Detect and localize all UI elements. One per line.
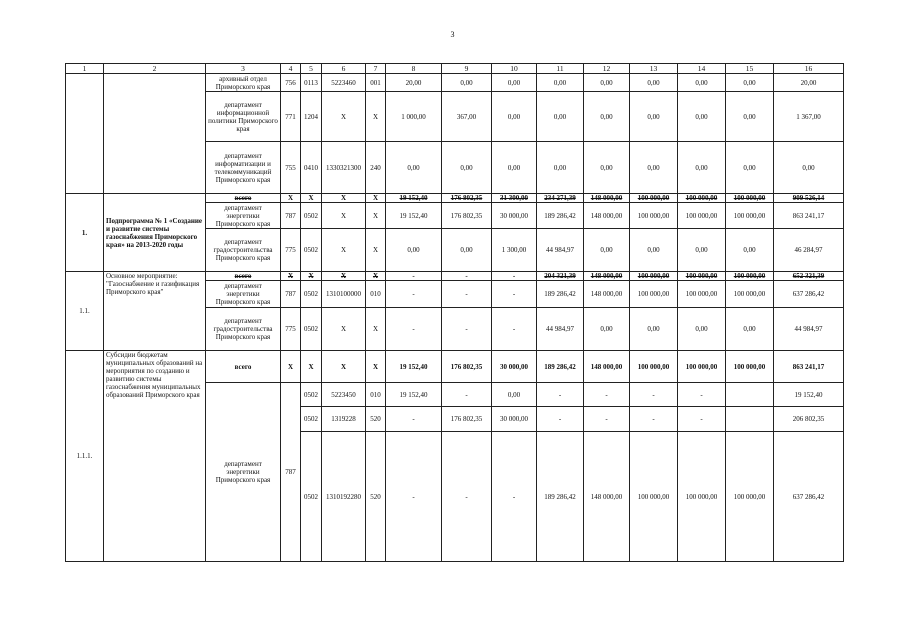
cell: 637 286,42 bbox=[774, 432, 844, 562]
cell: 0,00 bbox=[630, 142, 678, 194]
col-header: 10 bbox=[492, 64, 537, 74]
table-row bbox=[66, 194, 844, 203]
cell: 0502 bbox=[301, 281, 322, 308]
cell: 44 984,97 bbox=[774, 308, 844, 351]
cell: 0,00 bbox=[584, 142, 630, 194]
cell: X bbox=[366, 92, 386, 142]
cell: 5223460 bbox=[322, 74, 366, 92]
row-number: 1. bbox=[66, 194, 104, 272]
col-header: 5 bbox=[301, 64, 322, 74]
cell: X bbox=[366, 229, 386, 272]
dept-cell: департамент градостроительства Приморского края bbox=[206, 229, 281, 272]
cell: 1 300,00 bbox=[492, 229, 537, 272]
cell: 189 286,42 bbox=[537, 432, 584, 562]
cell: X bbox=[322, 351, 366, 383]
cell: 30 000,00 bbox=[492, 407, 537, 432]
cell: - bbox=[492, 281, 537, 308]
col-header: 9 bbox=[442, 64, 492, 74]
cell: 100 000,00 bbox=[726, 203, 774, 229]
cell: 100 000,00 bbox=[726, 432, 774, 562]
cell: - bbox=[442, 281, 492, 308]
cell: 0,00 bbox=[678, 74, 726, 92]
cell: 0,00 bbox=[630, 92, 678, 142]
cell: 30 000,00 bbox=[492, 351, 537, 383]
cell: 176 802,35 bbox=[442, 194, 492, 203]
cell: 010 bbox=[366, 383, 386, 407]
cell: 148 000,00 bbox=[584, 203, 630, 229]
cell: 240 bbox=[366, 142, 386, 194]
cell: X bbox=[281, 194, 301, 203]
cell: 0,00 bbox=[584, 308, 630, 351]
cell: 0,00 bbox=[774, 142, 844, 194]
cell: 100 000,00 bbox=[630, 194, 678, 203]
cell: 100 000,00 bbox=[630, 351, 678, 383]
cell: 0,00 bbox=[584, 74, 630, 92]
cell: 189 286,42 bbox=[537, 351, 584, 383]
row-name: Основное мероприятие: "Газоснабжение и газификация Приморского края" bbox=[104, 272, 206, 351]
cell: X bbox=[281, 272, 301, 281]
cell: 0,00 bbox=[537, 142, 584, 194]
cell: 30 000,00 bbox=[492, 203, 537, 229]
cell: X bbox=[322, 203, 366, 229]
cell: 0,00 bbox=[386, 229, 442, 272]
cell: 0,00 bbox=[726, 74, 774, 92]
cell: 0502 bbox=[301, 308, 322, 351]
cell: 100 000,00 bbox=[678, 432, 726, 562]
col-header: 14 bbox=[678, 64, 726, 74]
dept-cell: архивный отдел Приморского края bbox=[206, 74, 281, 92]
cell: 0502 bbox=[301, 203, 322, 229]
cell: 0,00 bbox=[584, 92, 630, 142]
cell: 100 000,00 bbox=[678, 351, 726, 383]
empty-num-cell bbox=[66, 74, 104, 194]
col-header: 3 bbox=[206, 64, 281, 74]
col-header: 4 bbox=[281, 64, 301, 74]
cell: 0410 bbox=[301, 142, 322, 194]
cell: - bbox=[386, 308, 442, 351]
cell: 863 241,17 bbox=[774, 351, 844, 383]
cell: - bbox=[537, 407, 584, 432]
cell: 863 241,17 bbox=[774, 203, 844, 229]
cell: 176 802,35 bbox=[442, 407, 492, 432]
cell: 148 000,00 bbox=[584, 351, 630, 383]
dept-cell: департамент информационной политики Приморского края bbox=[206, 92, 281, 142]
row-number: 1.1.1. bbox=[66, 351, 104, 562]
cell: X bbox=[322, 92, 366, 142]
cell: 0,00 bbox=[492, 74, 537, 92]
cell: 46 284,97 bbox=[774, 229, 844, 272]
cell: - bbox=[442, 432, 492, 562]
cell: 0,00 bbox=[442, 229, 492, 272]
cell: - bbox=[442, 272, 492, 281]
cell: 19 152,40 bbox=[386, 203, 442, 229]
cell: X bbox=[366, 272, 386, 281]
cell: 0,00 bbox=[492, 92, 537, 142]
header-row bbox=[66, 64, 844, 74]
col-header: 1 bbox=[66, 64, 104, 74]
cell: X bbox=[322, 272, 366, 281]
cell: X bbox=[301, 194, 322, 203]
cell: - bbox=[537, 383, 584, 407]
cell: - bbox=[630, 407, 678, 432]
cell: 909 526,14 bbox=[774, 194, 844, 203]
cell: 100 000,00 bbox=[726, 272, 774, 281]
cell: - bbox=[584, 383, 630, 407]
col-header: 2 bbox=[104, 64, 206, 74]
cell: 0,00 bbox=[630, 229, 678, 272]
cell: 0,00 bbox=[678, 92, 726, 142]
cell: 100 000,00 bbox=[726, 281, 774, 308]
cell bbox=[726, 383, 774, 407]
cell: 010 bbox=[366, 281, 386, 308]
cell: X bbox=[301, 351, 322, 383]
cell: 189 286,42 bbox=[537, 281, 584, 308]
cell: - bbox=[492, 432, 537, 562]
cell: 0,00 bbox=[726, 142, 774, 194]
cell: - bbox=[386, 432, 442, 562]
cell: 652 321,39 bbox=[774, 272, 844, 281]
budget-table bbox=[65, 63, 844, 562]
dept-cell: департамент градостроительства Приморского края bbox=[206, 308, 281, 351]
cell: 637 286,42 bbox=[774, 281, 844, 308]
cell: 31 300,00 bbox=[492, 194, 537, 203]
cell: 234 271,39 bbox=[537, 194, 584, 203]
row-number: 1.1. bbox=[66, 272, 104, 351]
cell: X bbox=[366, 194, 386, 203]
cell: 756 bbox=[281, 74, 301, 92]
table-row bbox=[66, 272, 844, 281]
cell: 100 000,00 bbox=[630, 203, 678, 229]
cell: 1310192280 bbox=[322, 432, 366, 562]
cell bbox=[726, 407, 774, 432]
cell: 148 000,00 bbox=[584, 194, 630, 203]
cell: 1 367,00 bbox=[774, 92, 844, 142]
cell: 0502 bbox=[301, 383, 322, 407]
cell: - bbox=[386, 281, 442, 308]
cell: 19 152,40 bbox=[774, 383, 844, 407]
cell: 0,00 bbox=[537, 92, 584, 142]
cell: 0,00 bbox=[537, 74, 584, 92]
cell: 0,00 bbox=[584, 229, 630, 272]
cell: 19 152,40 bbox=[386, 194, 442, 203]
cell: 520 bbox=[366, 407, 386, 432]
col-header: 7 bbox=[366, 64, 386, 74]
cell: 19 152,40 bbox=[386, 383, 442, 407]
cell: 1319228 bbox=[322, 407, 366, 432]
cell: 204 321,39 bbox=[537, 272, 584, 281]
cell: - bbox=[678, 407, 726, 432]
cell: X bbox=[366, 308, 386, 351]
cell: 0,00 bbox=[630, 308, 678, 351]
total-label: всего bbox=[206, 194, 281, 203]
cell: X bbox=[281, 351, 301, 383]
cell: 0,00 bbox=[678, 229, 726, 272]
cell: 100 000,00 bbox=[726, 351, 774, 383]
cell: 0,00 bbox=[492, 142, 537, 194]
cell: - bbox=[584, 407, 630, 432]
cell: 0,00 bbox=[492, 383, 537, 407]
empty-name-cell bbox=[104, 74, 206, 194]
cell: 0,00 bbox=[386, 142, 442, 194]
cell: 1330321300 bbox=[322, 142, 366, 194]
cell: - bbox=[678, 383, 726, 407]
cell: 771 bbox=[281, 92, 301, 142]
cell: 0113 bbox=[301, 74, 322, 92]
cell: 0,00 bbox=[442, 142, 492, 194]
cell: 100 000,00 bbox=[630, 281, 678, 308]
cell: 100 000,00 bbox=[630, 432, 678, 562]
table-row bbox=[66, 74, 844, 92]
cell: 100 000,00 bbox=[678, 203, 726, 229]
cell: 19 152,40 bbox=[386, 351, 442, 383]
cell: X bbox=[366, 203, 386, 229]
cell: 148 000,00 bbox=[584, 432, 630, 562]
cell: - bbox=[386, 272, 442, 281]
col-header: 15 bbox=[726, 64, 774, 74]
cell: 787 bbox=[281, 281, 301, 308]
dept-cell: департамент информатизации и телекоммуникаций Приморского края bbox=[206, 142, 281, 194]
col-header: 12 bbox=[584, 64, 630, 74]
cell: 0,00 bbox=[630, 74, 678, 92]
cell: 0,00 bbox=[678, 142, 726, 194]
cell: 176 802,35 bbox=[442, 203, 492, 229]
cell: X bbox=[322, 229, 366, 272]
cell: 189 286,42 bbox=[537, 203, 584, 229]
cell: 20,00 bbox=[386, 74, 442, 92]
row-name: Подпрограмма № 1 «Создание и развитие системы газоснабжения Приморского края» на 2013-2020 годы bbox=[104, 194, 206, 272]
cell: 148 000,00 bbox=[584, 281, 630, 308]
cell: 20,00 bbox=[774, 74, 844, 92]
cell: 176 802,35 bbox=[442, 351, 492, 383]
cell: 367,00 bbox=[442, 92, 492, 142]
cell: 5223450 bbox=[322, 383, 366, 407]
row-name: Субсидии бюджетам муниципальных образований на мероприятия по созданию и развитию системы газоснабжения муниципальных образований Приморского края bbox=[104, 351, 206, 562]
cell: X bbox=[322, 194, 366, 203]
cell: 520 bbox=[366, 432, 386, 562]
cell: 755 bbox=[281, 142, 301, 194]
cell: 0,00 bbox=[726, 308, 774, 351]
cell: 100 000,00 bbox=[678, 281, 726, 308]
cell: 206 802,35 bbox=[774, 407, 844, 432]
cell: 0502 bbox=[301, 229, 322, 272]
cell: - bbox=[442, 383, 492, 407]
cell: 001 bbox=[366, 74, 386, 92]
col-header: 8 bbox=[386, 64, 442, 74]
cell: X bbox=[322, 308, 366, 351]
cell: 148 000,00 bbox=[584, 272, 630, 281]
col-header: 13 bbox=[630, 64, 678, 74]
cell: 775 bbox=[281, 229, 301, 272]
col-header: 6 bbox=[322, 64, 366, 74]
cell: 1310100000 bbox=[322, 281, 366, 308]
cell: - bbox=[492, 308, 537, 351]
cell: 787 bbox=[281, 383, 301, 562]
cell: 0,00 bbox=[442, 74, 492, 92]
dept-cell: департамент энергетики Приморского края bbox=[206, 203, 281, 229]
total-label: всего bbox=[206, 351, 281, 383]
cell: X bbox=[366, 351, 386, 383]
cell: 44 984,97 bbox=[537, 308, 584, 351]
cell: 100 000,00 bbox=[726, 194, 774, 203]
cell: 44 984,97 bbox=[537, 229, 584, 272]
cell: 1204 bbox=[301, 92, 322, 142]
cell: 100 000,00 bbox=[678, 194, 726, 203]
cell: 0502 bbox=[301, 432, 322, 562]
cell: X bbox=[301, 272, 322, 281]
col-header: 16 bbox=[774, 64, 844, 74]
col-header: 11 bbox=[537, 64, 584, 74]
cell: 100 000,00 bbox=[630, 272, 678, 281]
cell: 0,00 bbox=[726, 229, 774, 272]
total-label: всего bbox=[206, 272, 281, 281]
table-row bbox=[66, 351, 844, 383]
cell: - bbox=[386, 407, 442, 432]
page-number: 3 bbox=[450, 30, 455, 39]
cell: 1 000,00 bbox=[386, 92, 442, 142]
dept-cell: департамент энергетики Приморского края bbox=[206, 281, 281, 308]
cell: 0,00 bbox=[726, 92, 774, 142]
cell: - bbox=[442, 308, 492, 351]
cell: 100 000,00 bbox=[678, 272, 726, 281]
dept-cell: департамент энергетики Приморского края bbox=[206, 383, 281, 562]
cell: 787 bbox=[281, 203, 301, 229]
cell: 0,00 bbox=[678, 308, 726, 351]
cell: 775 bbox=[281, 308, 301, 351]
cell: - bbox=[492, 272, 537, 281]
cell: 0502 bbox=[301, 407, 322, 432]
cell: - bbox=[630, 383, 678, 407]
